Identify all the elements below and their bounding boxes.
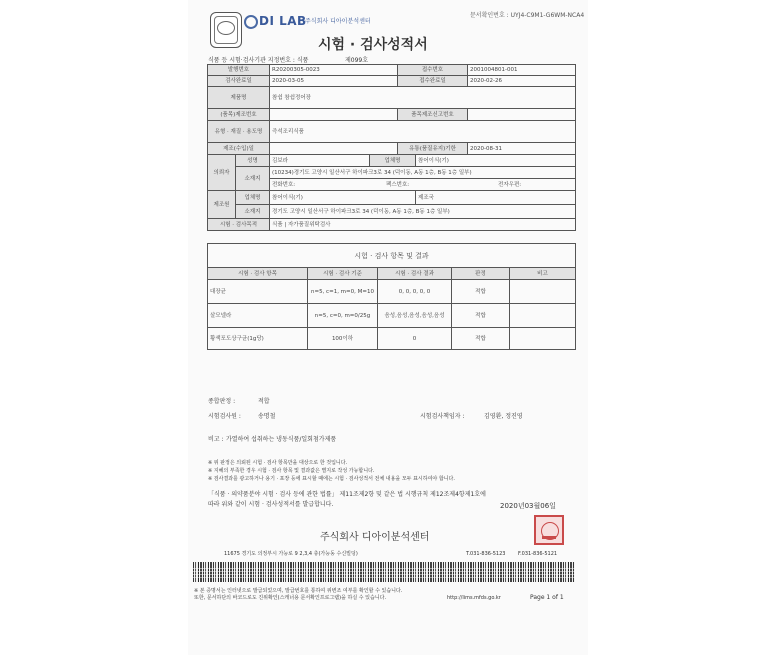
label: 업체명 <box>236 191 270 205</box>
label: 접수번호 <box>398 65 468 76</box>
issuer-name: 주식회사 디아이분석센터 <box>320 532 430 543</box>
result-item: 황색포도상구균(1g당) <box>208 328 308 350</box>
table-row <box>208 280 576 304</box>
value: 즉석조리식품 <box>270 121 576 143</box>
company-stamp-icon <box>534 515 564 545</box>
client-label: 의뢰자 <box>208 155 236 191</box>
result-note <box>510 304 576 328</box>
table-row <box>208 304 576 328</box>
label: 검사완료일 <box>208 76 270 87</box>
result-verdict: 적합 <box>452 280 510 304</box>
value: 2020-08-31 <box>468 143 576 155</box>
value: 참어이식(기) <box>270 191 416 205</box>
label: 발행번호 <box>208 65 270 76</box>
result-value: 0, 0, 0, 0, 0 <box>378 280 452 304</box>
footer-fax: F.031-836-5121 <box>518 551 558 557</box>
results-table <box>207 243 576 350</box>
certification-seal <box>210 12 242 48</box>
tel-label: 전화번호: <box>272 182 296 188</box>
designation-number: 제099호 <box>345 57 369 64</box>
info-table <box>207 64 576 155</box>
label: 유형 · 재질 · 용도명 <box>208 121 270 143</box>
results-title: 시험 · 검사 항목 및 결과 <box>208 244 576 268</box>
note-line: ※ 지혜의 부족한 경우 시험 · 검사 항목 및 결과값은 별지로 작성 가능합니다. <box>208 468 375 474</box>
label: 소재지 <box>236 205 270 219</box>
barcode-overlay <box>193 566 575 578</box>
result-item: 대장균 <box>208 280 308 304</box>
doc-number: 문서확인번호 : UYJ4-C9M1-G6WM-NCA4 <box>470 12 585 19</box>
value: 2020-03-05 <box>270 76 398 87</box>
email-label: 전자우편: <box>498 182 522 188</box>
value: 식품 | 자가품질위탁검사 <box>270 219 576 231</box>
value: 참쉼 참쉼정어장 <box>270 87 576 109</box>
manager-value: 김영환, 정진영 <box>484 413 523 420</box>
label: 접수완료일 <box>398 76 468 87</box>
note-line: ※ 검사결과를 광고하거나 용기 · 포장 등에 표시할 때에는 시험 · 검사성적서 전체 내용을 모두 표시하여야 합니다. <box>208 476 455 482</box>
bottom-note: 또한, 문서하단의 바코드로도 진위확인(스캐너용 문서확인프로그램)을 하실 수 있습니다. <box>194 595 387 601</box>
result-standard: 100이하 <box>308 328 378 350</box>
column-header: 시험 · 검사 결과 <box>378 268 452 280</box>
globe-icon <box>244 15 258 29</box>
bottom-note: ※ 본 증명서는 인터넷으로 발급되었으며, 발급번호를 통하여 위변조 여부를 확인할 수 있습니다. <box>194 588 403 594</box>
result-item: 살모넬라 <box>208 304 308 328</box>
label: 유통(품질유지)기한 <box>398 143 468 155</box>
maker-label: 제조원 <box>208 191 236 219</box>
column-header: 판정 <box>452 268 510 280</box>
label: 소재지 <box>236 167 270 191</box>
value <box>270 109 398 121</box>
table-row <box>208 328 576 350</box>
maker-extra <box>416 191 576 205</box>
footer-address: 11675 경기도 의정부시 가능로 9 2,3,4 층(가능동 수신빌딩) <box>224 551 358 557</box>
result-verdict: 적합 <box>452 328 510 350</box>
result-note <box>510 328 576 350</box>
company-logo: DI LAB <box>259 14 307 28</box>
value: 참어이식(기) <box>416 155 576 167</box>
column-header: 시험 · 검사 항목 <box>208 268 308 280</box>
note-line: ※ 위 판정은 의뢰된 시험 · 검사 항목만을 대상으로 한 것입니다. <box>208 460 348 466</box>
result-verdict: 적합 <box>452 304 510 328</box>
value: 경기도 고양시 일산서구 하이파크3로 34 (덕이동, A동 1층, B동 1층 일부) <box>270 205 576 219</box>
manager-label: 시험검사책임자 : <box>420 413 465 420</box>
label: 제조국 <box>418 195 434 201</box>
overall-value: 적합 <box>258 398 270 405</box>
label: 품목제조신고번호 <box>398 109 468 121</box>
value <box>468 109 576 121</box>
label: 제조(수입)일 <box>208 143 270 155</box>
inspector-label: 시험검사원 : <box>208 413 241 420</box>
contact-row <box>270 179 576 191</box>
page-number: Page 1 of 1 <box>530 594 564 601</box>
designation-label: 식품 등 시험·검사기관 지정번호 : 식품 <box>208 57 309 64</box>
fax-label: 팩스번호: <box>386 182 410 188</box>
overall-label: 종합판정 : <box>208 398 236 405</box>
footer-tel: T.031-836-5123 <box>466 551 506 557</box>
value: (10234)경기도 고양시 일산서구 하이파크3로 34 (덕이동, A동 1층, B동 1층 일부) <box>270 167 576 179</box>
label: (품목)제조번호 <box>208 109 270 121</box>
remark-value: 가열하여 섭취하는 냉동식품/일회첨가제품 <box>226 436 337 443</box>
footer-url[interactable]: http://lims.mfds.go.kr <box>447 595 501 601</box>
column-header: 비고 <box>510 268 576 280</box>
party-table <box>207 154 576 231</box>
value: 김보라 <box>270 155 370 167</box>
value: 2001004801-001 <box>468 65 576 76</box>
result-value: 음성,음성,음성,음성,음성 <box>378 304 452 328</box>
result-note <box>510 280 576 304</box>
inspector-value: 송명철 <box>258 413 276 420</box>
column-header: 시험 · 검사 기준 <box>308 268 378 280</box>
value <box>270 143 398 155</box>
label: 제품명 <box>208 87 270 109</box>
value: 2020-02-26 <box>468 76 576 87</box>
result-standard: n=5, c=0, m=0/25g <box>308 304 378 328</box>
remark-label: 비고 : <box>208 436 224 443</box>
company-label: 주식회사 디아이분석센터 <box>305 18 371 25</box>
value: R20200305-0023 <box>270 65 398 76</box>
issue-date: 2020년03월06일 <box>500 502 556 510</box>
result-value: 0 <box>378 328 452 350</box>
page-title: 시험 · 검사성적서 <box>318 37 428 53</box>
legal-line: 「식품 · 의약품분야 시험 · 검사 등에 관한 법률」 제11조제2항 및 같은 법 시행규칙 제12조제4항제1호에 <box>208 491 486 498</box>
result-standard: n=5, c=1, m=0, M=10 <box>308 280 378 304</box>
legal-line: 따라 위와 같이 시험 · 검사성적서를 발급합니다. <box>208 501 334 508</box>
label: 성명 <box>236 155 270 167</box>
label: 시험 · 검사목적 <box>208 219 270 231</box>
label: 업체명 <box>370 155 416 167</box>
